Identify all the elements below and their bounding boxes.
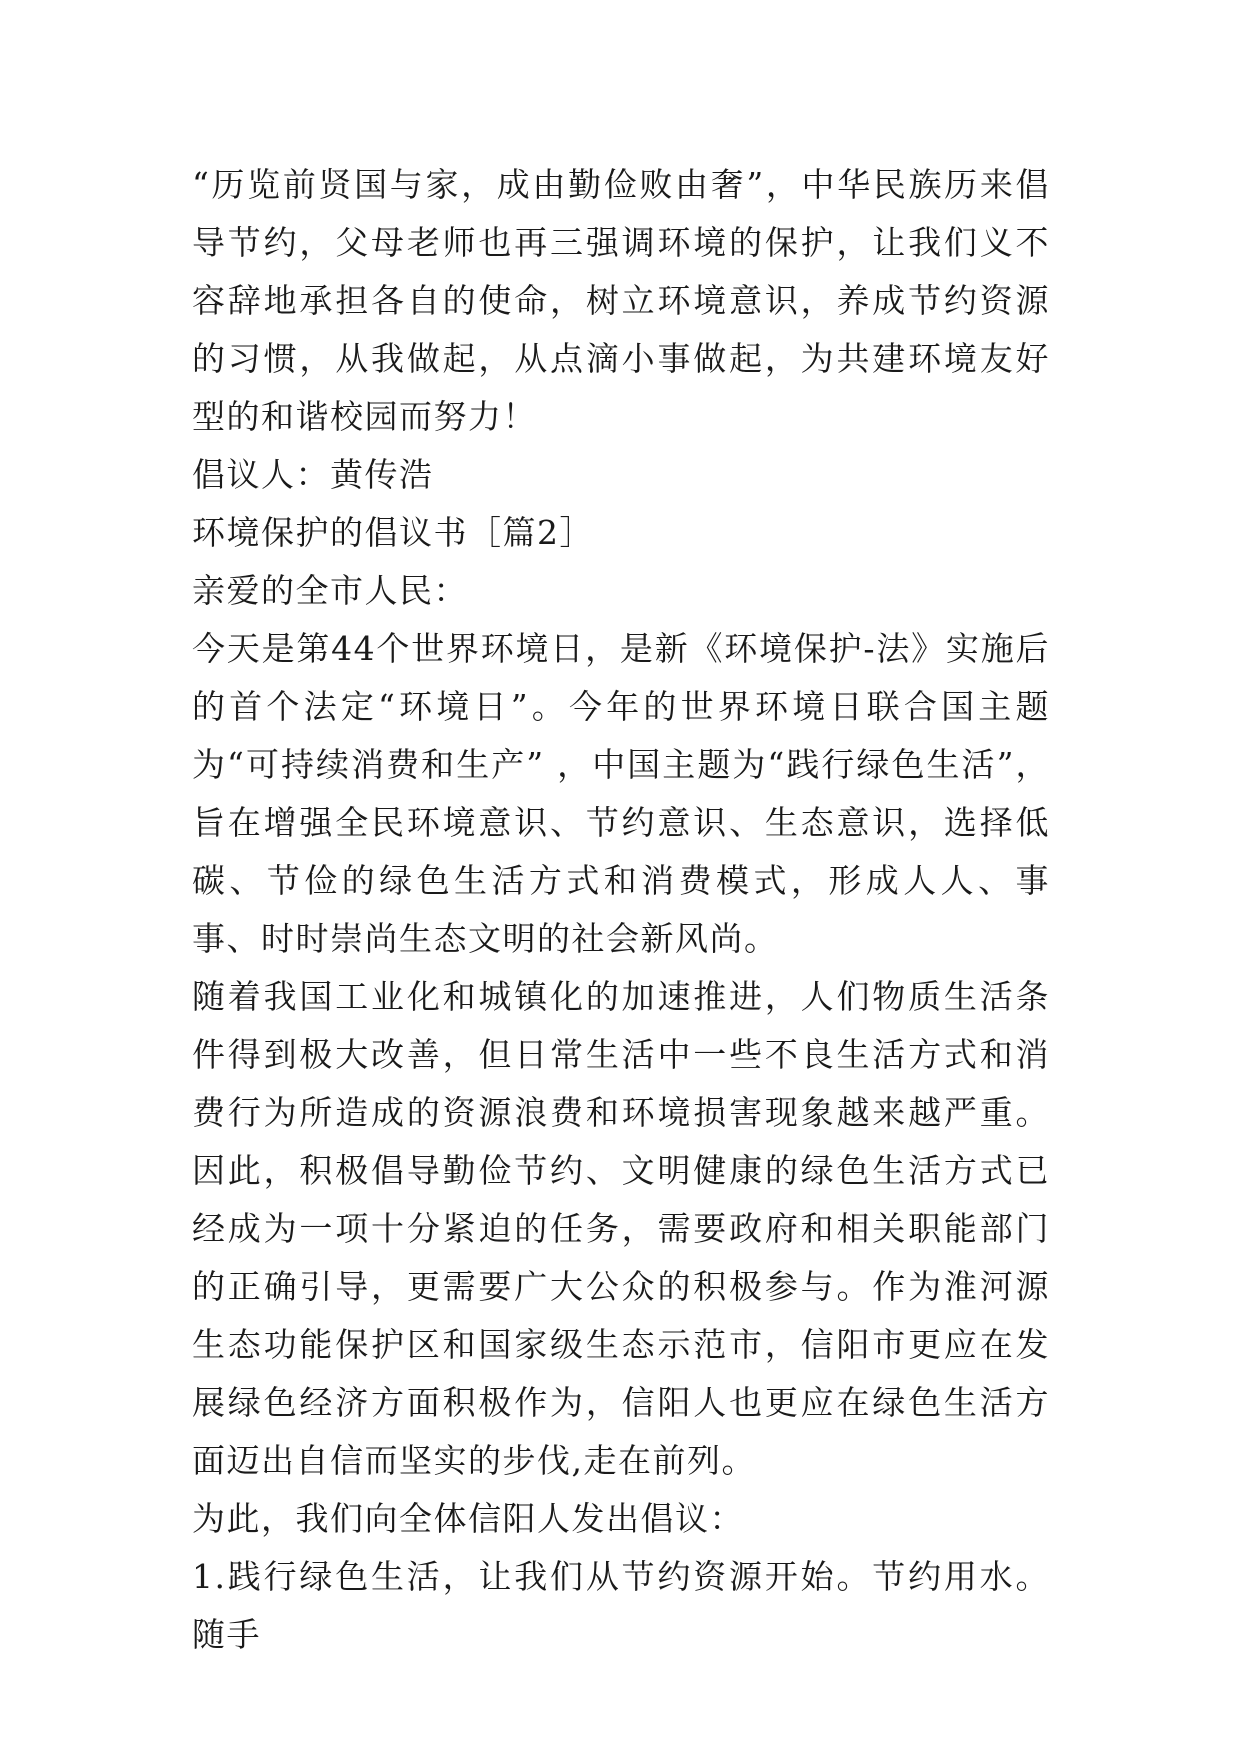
list-item-1: 1.践行绿色生活，让我们从节约资源开始。节约用水。随手 bbox=[192, 1557, 1050, 1654]
paragraph-signature: 倡议人：黄传浩 bbox=[192, 455, 434, 494]
document-body bbox=[192, 156, 1050, 1664]
paragraph-industrialization: 随着我国工业化和城镇化的加速推进，人们物质生活条件得到极大改善，但日常生活中一些不良生活方式和消费行为所造成的资源浪费和环境损害现象越来越严重。因此，积极倡导勤俭节约、文明健康的绿色生活方式已经成为一项十分紧迫的任务，需要政府和相关职能部门的正确引导，更需要广大公众的积极参与。作为淮河源生态功能保护区和国家级生态示范市，信阳市更应在发展绿色经济方面积极作为，信阳人也更应在绿色生活方面迈出自信而坚实的步伐,走在前列。 bbox=[192, 977, 1050, 1480]
section-heading: 环境保护的倡议书［篇2］ bbox=[192, 513, 594, 552]
paragraph-environment-day: 今天是第44个世界环境日，是新《环境保护-法》实施后的首个法定“环境日”。今年的世界环境日联合国主题为“可持续消费和生产” ，中国主题为“践行绿色生活”，旨在增强全民环境意识、节约意识、生态意识，选择低碳、节俭的绿色生活方式和消费模式，形成人人、事事、时时崇尚生态文明的社会新风尚。 bbox=[192, 629, 1050, 958]
paragraph-intro: “历览前贤国与家，成由勤俭败由奢”，中华民族历来倡导节约，父母老师也再三强调环境的保护，让我们义不容辞地承担各自的使命，树立环境意识，养成节约资源的习惯，从我做起，从点滴小事做起，为共建环境友好型的和谐校园而努力！ bbox=[192, 165, 1050, 436]
salutation: 亲爱的全市人民： bbox=[192, 571, 468, 610]
paragraph-call: 为此，我们向全体信阳人发出倡议： bbox=[192, 1499, 744, 1538]
